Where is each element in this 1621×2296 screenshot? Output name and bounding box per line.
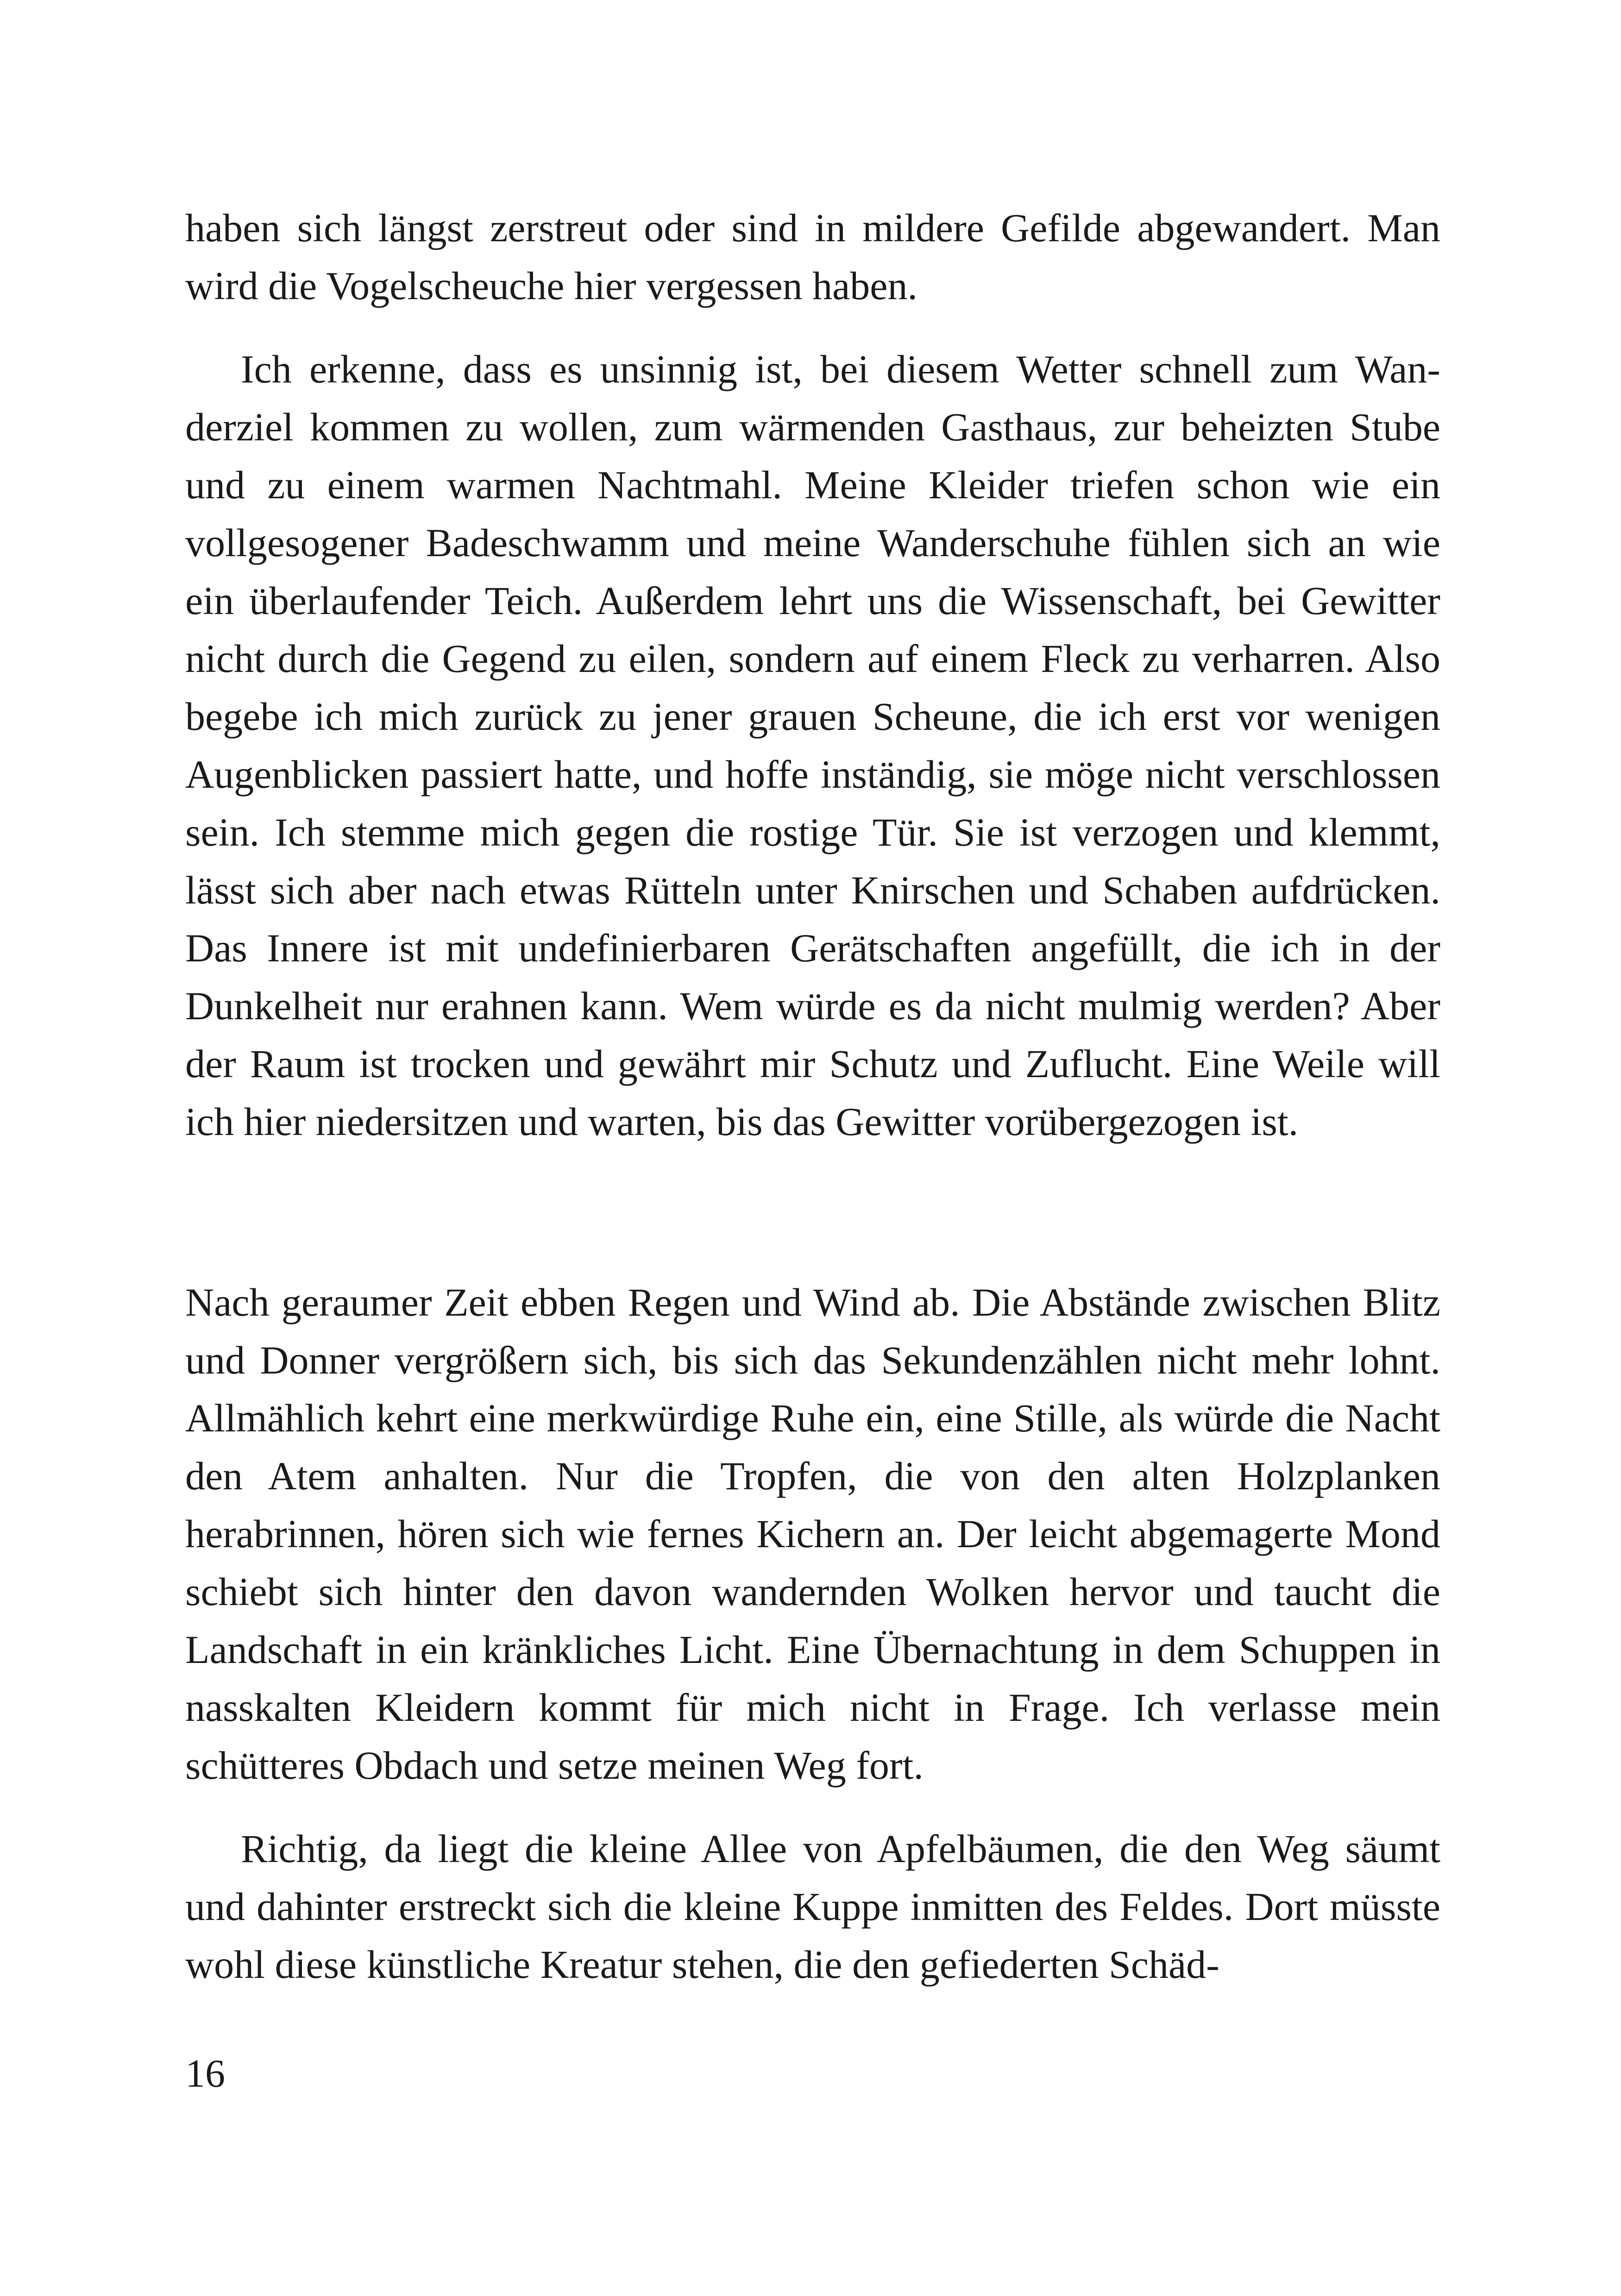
paragraph-continued: haben sich längst zerstreut oder sind in mildere Gefilde abgewandert. Man wird die Vogelscheuche hier vergessen haben. xyxy=(185,206,1440,308)
paragraph-barn: Ich erkenne, dass es unsinnig ist, bei diesem Wetter schnell zum Wanderziel kommen zu wollen, zum wärmenden Gasthaus, zur beheizten Stube und zu einem warmen Nachtmahl. Meine Kleider triefen schon wie ein vollgesogener Badeschwamm und meine Wanderschuhe fühlen sich an wie ein überlaufender Teich. Außerdem lehrt uns die Wissenschaft, bei Gewitter nicht durch die Gegend zu eilen, sondern auf einem Fleck zu verharren. Also begebe ich mich zurück zu jener grauen Scheune, die ich erst vor wenigen Augenblicken passiert hatte, und hoffe inständig, sie möge nicht verschlossen sein. Ich stemme mich gegen die rostige Tür. Sie ist verzogen und klemmt, lässt sich aber nach etwas Rütteln unter Knirschen und Schaben aufdrücken. Das Innere ist mit undefinierbaren Gerätschaften angefüllt, die ich in der Dunkelheit nur erahnen kann. Wem würde es da nicht mulmig werden? Aber der Raum ist trocken und gewährt mir Schutz und Zuflucht. Eine Weile will ich hier niedersitzen und warten, bis das Gewitter vorübergezogen ist. xyxy=(185,347,1440,1144)
paragraph-section-start: Nach geraumer Zeit ebben Regen und Wind ab. Die Abstände zwischen Blitz und Donner vergrößern sich, bis sich das Sekundenzählen nicht mehr lohnt. Allmählich kehrt eine merkwürdige Ruhe ein, eine Stille, als würde die Nacht den Atem anhalten. Nur die Tropfen, die von den alten Holzplanken herabrinnen, hören sich wie fernes Kichern an. Der leicht abgemagerte Mond schiebt sich hinter den davon wandernden Wolken hervor und taucht die Landschaft in ein kränkliches Licht. Eine Übernachtung in dem Schuppen in nasskalten Kleidern kommt für mich nicht in Frage. Ich verlasse mein schütteres Obdach und setze meinen Weg fort. xyxy=(185,1280,1440,1788)
page-number: 16 xyxy=(185,2051,225,2095)
body-text xyxy=(185,199,1440,1994)
paragraph-apple-trees: Richtig, da liegt die kleine Allee von Apfelbäumen, die den Weg säumt und dahinter erstreckt sich die kleine Kuppe inmitten des Feldes. Dort müsste wohl diese künstliche Kreatur stehen, die den gefiederten Schäd- xyxy=(185,1826,1440,1987)
